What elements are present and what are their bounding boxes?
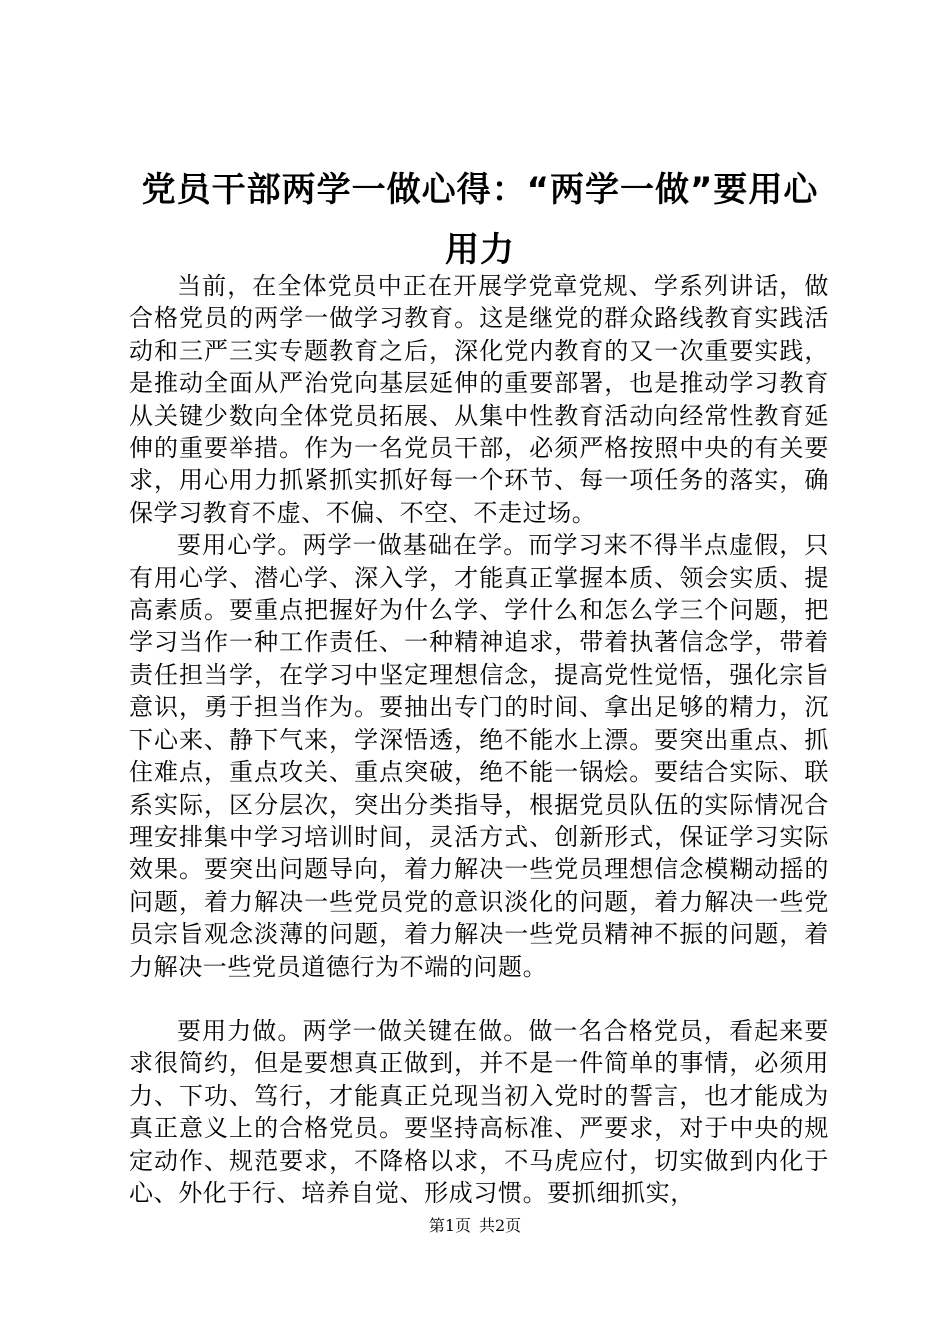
page-number: 第1页 [428,1216,471,1235]
page-footer [0,1214,950,1238]
title-line-1: 党员干部两学一做心得：“两学一做”要用心 [141,170,819,210]
document-body [129,270,829,1209]
paragraph-practice: 要用力做。两学一做关键在做。做一名合格党员，看起来要求很简约，但是要想真正做到，并不是一件简单的事情，必须用力、下功、笃行，才能真正兑现当初入党时的誓言，也才能成为真正意义上的合格党员。要坚持高标准、严要求，对于中央的规定动作、规范要求，不降格以求，不马虎应付，切实做到内化于心、外化于行、培养自觉、形成习惯。要抓细抓实， [129,1016,829,1207]
paragraph-intro: 当前，在全体党员中正在开展学党章党规、学系列讲话，做合格党员的两学一做学习教育。这是继党的群众路线教育实践活动和三严三实专题教育之后，深化党内教育的又一次重要实践，是推动全面从严治党向基层延伸的重要部署，也是推动学习教育从关键少数向全体党员拓展、从集中性教育活动向经常性教育延伸的重要举措。作为一名党员干部，必须严格按照中央的有关要求，用心用力抓紧抓实抓好每一个环节、每一项任务的落实，确保学习教育不虚、不偏、不空、不走过场。 [129,272,829,527]
title-line-2: 用力 [445,230,515,270]
paragraph-spacer [129,983,829,1015]
document-title [120,160,840,280]
paragraph-study: 要用心学。两学一做基础在学。而学习来不得半点虚假，只有用心学、潜心学、深入学，才能真正掌握本质、领会实质、提高素质。要重点把握好为什么学、学什么和怎么学三个问题，把学习当作一种工作责任、一种精神追求，带着执著信念学，带着责任担当学，在学习中坚定理想信念，提高党性觉悟，强化宗旨意识，勇于担当作为。要抽出专门的时间、拿出足够的精力，沉下心来、静下气来，学深悟透，绝不能水上漂。要突出重点、抓住难点，重点攻关、重点突破，绝不能一锅烩。要结合实际、联系实际，区分层次，突出分类指导，根据党员队伍的实际情况合理安排集中学习培训时间，灵活方式、创新形式，保证学习实际效果。要突出问题导向，着力解决一些党员理想信念模糊动摇的问题，着力解决一些党员党的意识淡化的问题，着力解决一些党员宗旨观念淡薄的问题，着力解决一些党员精神不振的问题，着力解决一些党员道德行为不端的问题。 [129,531,829,981]
page-total: 共2页 [479,1216,522,1235]
